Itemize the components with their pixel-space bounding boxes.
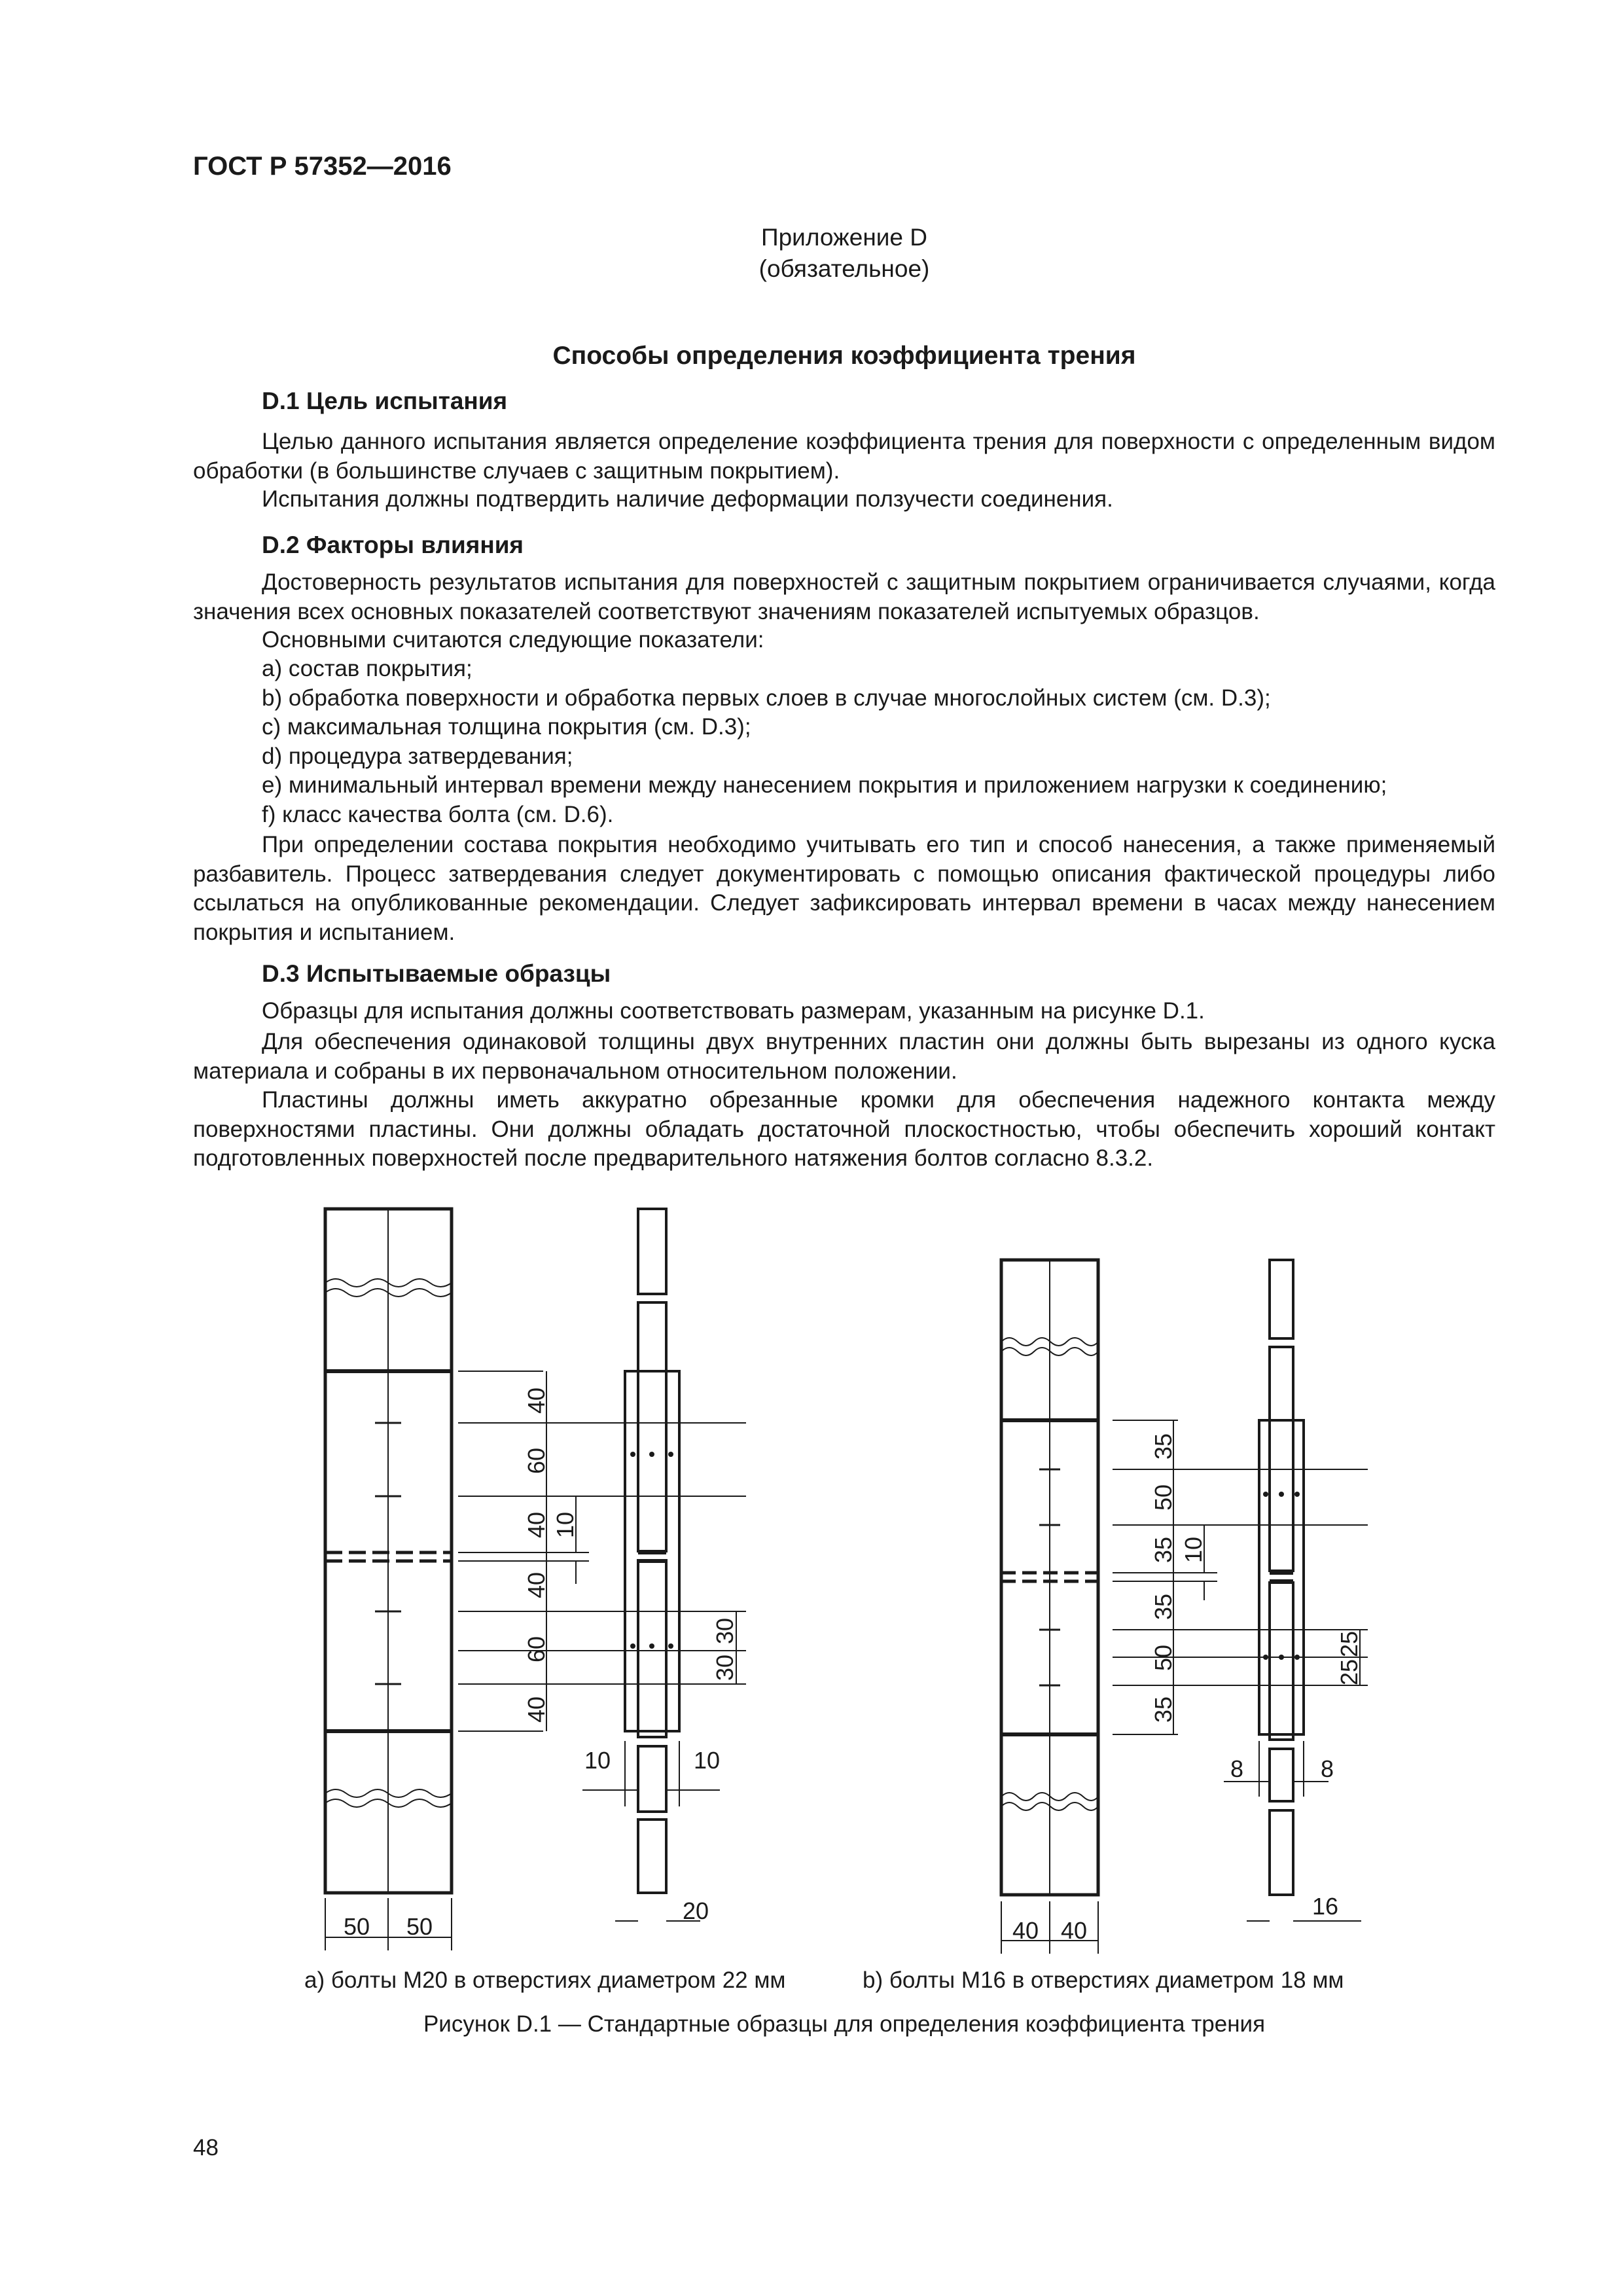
paragraph: При определении состава покрытия необходимо учитывать его тип и способ нанесения, а также применяемый разбавитель. Процесс затвердевания следует документировать с помощью описания фактической процедуры либо ссылаться на опубликованные рекомендации. Следует зафиксировать интервал времени в часах между нанесением покрытия и испытанием. xyxy=(193,832,1495,945)
figure-caption: Рисунок D.1 — Стандартные образцы для определения коэффициента трения xyxy=(423,2011,1266,2037)
list-item: c) максимальная толщина покрытия (см. D.3); xyxy=(262,714,751,740)
dim-label: 35 xyxy=(1150,1536,1177,1564)
appendix-label: Приложение D xyxy=(760,224,927,251)
paragraph: Образцы для испытания должны соответствовать размерам, указанным на рисунке D.1. xyxy=(262,998,1205,1024)
dim-label: 10 xyxy=(584,1747,611,1774)
dim-label: 35 xyxy=(1150,1593,1177,1621)
dim-label: 50 xyxy=(1150,1484,1177,1511)
figure-caption-b: b) болты М16 в отверстиях диаметром 18 мм xyxy=(863,1967,1344,1993)
dim-label: 8 xyxy=(1230,1755,1244,1782)
specimen-a-side-view xyxy=(458,1209,746,1921)
dim-label: 40 xyxy=(523,1511,550,1539)
dim-label: 25 xyxy=(1336,1630,1363,1658)
dim-label: 16 xyxy=(1311,1893,1339,1920)
list-item: d) процедура затвердевания; xyxy=(262,744,573,769)
dim-label: 60 xyxy=(523,1636,550,1663)
dim-label: 40 xyxy=(1060,1917,1088,1944)
dim-label: 25 xyxy=(1336,1659,1363,1686)
paragraph: Для обеспечения одинаковой толщины двух внутренних пластин они должны быть вырезаны из одного куска материала и собраны в их первоначальном относительном положении. xyxy=(193,1029,1495,1084)
paragraph: Достоверность результатов испытания для поверхностей с защитным покрытием ограничивается случаями, когда значения всех основных показателей соответствуют значениям показателей испытуемых образцов. xyxy=(193,569,1495,624)
list-item: a) состав покрытия; xyxy=(262,656,473,681)
dim-label: 40 xyxy=(523,1387,550,1414)
dim-label: 10 xyxy=(693,1747,721,1774)
appendix-status: (обязательное) xyxy=(758,255,930,282)
standard-number: ГОСТ Р 57352—2016 xyxy=(193,152,452,181)
dim-label: 50 xyxy=(406,1913,433,1940)
dim-label: 50 xyxy=(1150,1644,1177,1672)
paragraph: Основными считаются следующие показатели: xyxy=(262,627,764,653)
paragraph: Испытания должны подтвердить наличие деформации ползучести соединения. xyxy=(262,486,1113,512)
dim-label: 30 xyxy=(711,1617,738,1645)
dim-label: 8 xyxy=(1320,1755,1334,1782)
dim-label: 40 xyxy=(523,1571,550,1599)
specimen-b-front-view xyxy=(1001,1260,1098,1895)
specimen-b-side-view xyxy=(1113,1260,1368,1921)
list-item: b) обработка поверхности и обработка первых слоев в случае многослойных систем (см. D.3); xyxy=(262,685,1271,711)
section-heading-d1: D.1 Цель испытания xyxy=(262,387,508,414)
dim-label: 40 xyxy=(1012,1917,1039,1944)
figure-caption-a: a) болты М20 в отверстиях диаметром 22 мм xyxy=(304,1967,786,1993)
appendix-title: Способы определения коэффициента трения xyxy=(552,342,1136,370)
page-number: 48 xyxy=(193,2135,219,2161)
dim-label: 10 xyxy=(552,1511,579,1539)
dim-label: 20 xyxy=(682,1897,709,1924)
section-heading-d2: D.2 Факторы влияния xyxy=(262,531,524,558)
section-heading-d3: D.3 Испытываемые образцы xyxy=(262,960,611,987)
specimen-a-front-view xyxy=(325,1209,452,1893)
paragraph: Пластины должны иметь аккуратно обрезанные кромки для обеспечения надежного контакта между поверхностями пластины. Они должны обладать достаточной плоскостностью, чтобы обеспечить хороший контакт подготовленных поверхностей после предварительного натяжения болтов согласно 8.3.2. xyxy=(193,1087,1495,1171)
dim-label: 35 xyxy=(1150,1696,1177,1723)
dim-label: 50 xyxy=(343,1913,370,1940)
dim-label: 30 xyxy=(711,1654,738,1681)
dim-label: 40 xyxy=(523,1696,550,1723)
paragraph: Целью данного испытания является определение коэффициента трения для поверхности с определенным видом обработки (в большинстве случаев с защитным покрытием). xyxy=(193,429,1495,484)
dim-label: 10 xyxy=(1180,1536,1207,1564)
list-item: e) минимальный интервал времени между нанесением покрытия и приложением нагрузки к соединению; xyxy=(262,772,1387,798)
list-item: f) класс качества болта (см. D.6). xyxy=(262,802,614,827)
dim-label: 60 xyxy=(523,1447,550,1475)
dim-label: 35 xyxy=(1150,1433,1177,1460)
